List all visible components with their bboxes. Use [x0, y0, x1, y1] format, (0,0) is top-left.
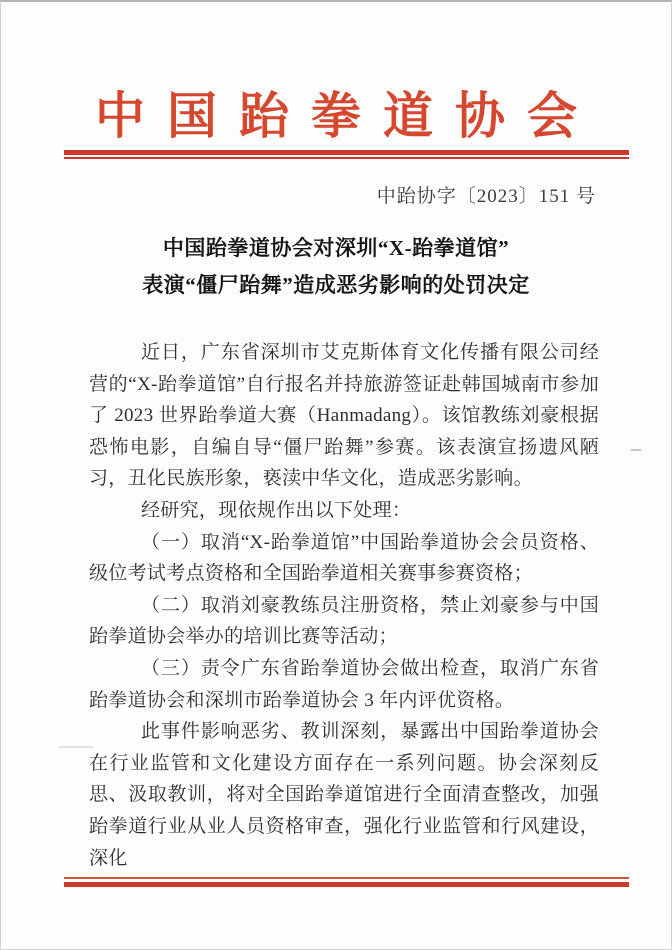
document-body	[89, 337, 599, 874]
scan-artifact	[631, 449, 641, 451]
body-paragraph: 近日，广东省深圳市艾克斯体育文化传播有限公司经营的“X-跆拳道馆”自行报名并持旅游签证赴韩国城南市参加了 2023 世界跆拳道大赛（Hanmadang）。该馆教练刘豪根据恐怖电影，自编自导“僵尸跆舞”参赛。该表演宣扬遗风陋习，丑化民族形象，亵渎中华文化，造成恶劣影响。	[89, 342, 599, 490]
body-paragraph: 经研究，现依规作出以下处理：	[141, 499, 412, 521]
doc-number: 中跆协字〔2023〕151 号	[376, 186, 596, 207]
scan-artifact	[59, 746, 93, 748]
document-title	[1, 230, 671, 304]
body-paragraph: （三）责令广东省跆拳道协会做出检查，取消广东省跆拳道协会和深圳市跆拳道协会 3 年内评优资格。	[89, 657, 599, 711]
body-paragraph: （二）取消刘豪教练员注册资格，禁止刘豪参与中国跆拳道协会举办的培训比赛等活动；	[89, 594, 599, 648]
footer-divider	[64, 877, 629, 887]
header-divider	[64, 150, 629, 159]
body-paragraph: （一）取消“X-跆拳道馆”中国跆拳道协会会员资格、级位考试考点资格和全国跆拳道相关赛事参赛资格；	[89, 531, 599, 585]
org-title: 中国跆拳道协会	[95, 88, 599, 144]
document-title-line1: 中国跆拳道协会对深圳“X-跆拳道馆”	[162, 236, 510, 260]
document-title-line2: 表演“僵尸跆舞”造成恶劣影响的处罚决定	[142, 273, 530, 297]
body-paragraph: 此事件影响恶劣、教训深刻，暴露出中国跆拳道协会在行业监管和文化建设方面存在一系列问题。协会深刻反思、汲取教训，将对全国跆拳道馆进行全面清查整改，加强跆拳道行业从业人员资格审查，强化行业监管和行风建设，深化	[89, 721, 599, 869]
